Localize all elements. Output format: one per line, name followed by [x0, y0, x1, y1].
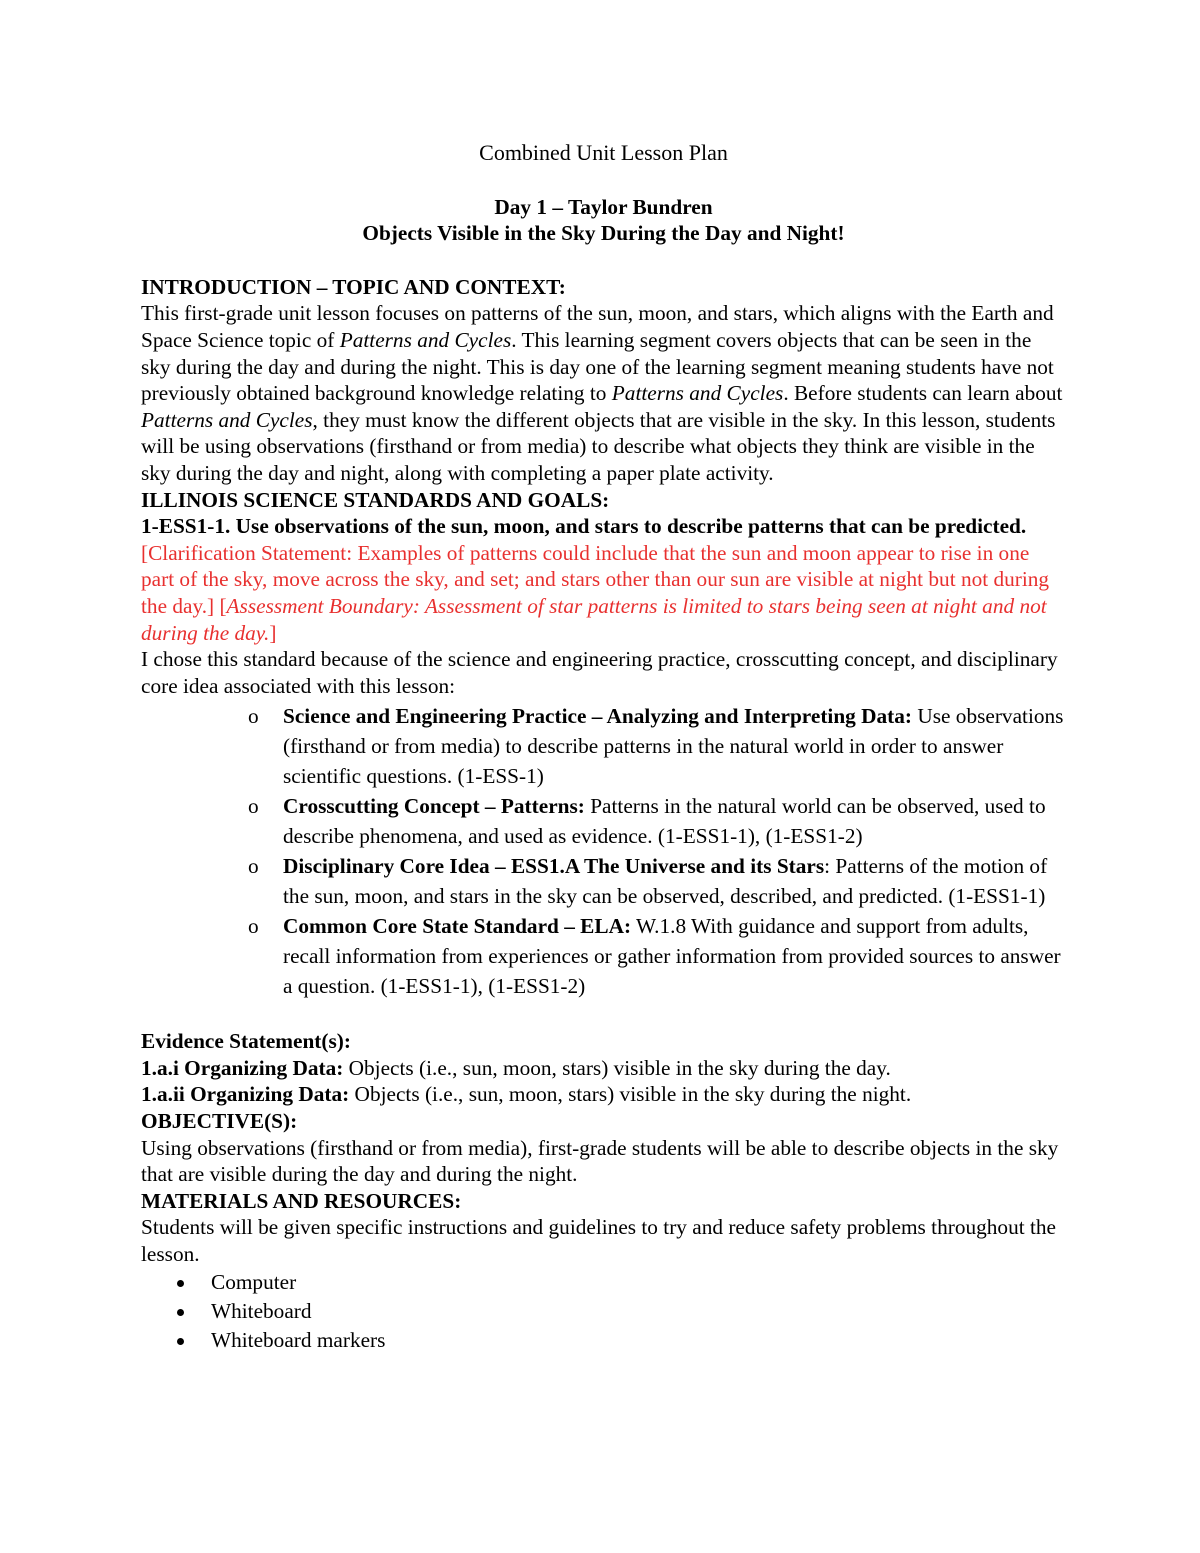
standard-statement: 1-ESS1-1. Use observations of the sun, moon, and stars to describe patterns that can be predicted.: [141, 514, 1027, 539]
materials-list: [141, 1268, 1066, 1355]
assessment-boundary: Assessment Boundary: Assessment of star patterns is limited to stars being seen at night and not during the day.: [141, 593, 1047, 645]
intro-text: . Before students can learn about: [783, 381, 1063, 406]
standard-paragraph: [141, 513, 1066, 646]
list-item-text: Computer: [211, 1269, 297, 1294]
evidence-text: Objects (i.e., sun, moon, stars) visible in the sky during the day.: [343, 1055, 891, 1080]
bullet-icon: [177, 1309, 184, 1316]
list-item: [141, 1268, 1066, 1297]
list-item: [141, 851, 1066, 911]
materials-text: Students will be given specific instructions and guidelines to try and reduce safety problems throughout the lesson.: [141, 1215, 1056, 1267]
list-item-text: Patterns in the natural world can be observed, used to describe phenomena, and used as evidence. (1-ESS1-1), (1-ESS1-2): [283, 794, 1046, 849]
list-marker: o: [248, 704, 259, 729]
objectives-heading: OBJECTIVE(S):: [141, 1109, 298, 1134]
intro-text: This first-grade unit lesson focuses on patterns of the sun, moon, and stars, which aligns with the Earth and Space Science topic of: [141, 301, 1054, 352]
intro-topic-italic: Patterns and Cycles: [141, 407, 313, 432]
intro-topic-italic: Patterns and Cycles: [339, 327, 512, 352]
standards-heading: ILLINOIS SCIENCE STANDARDS AND GOALS:: [141, 487, 610, 512]
document-page: [141, 140, 1066, 1355]
intro-text: , they must know the different objects that are visible in the sky. In this lesson, students will be using observations (firsthand or from media) to describe what objects they think are visible in the sky during the day and night, along with completing a paper plate activity.: [141, 407, 1056, 485]
list-item-label: Crosscutting Concept – Patterns:: [283, 794, 585, 819]
document-title: Combined Unit Lesson Plan: [479, 140, 728, 165]
list-marker: o: [248, 794, 259, 819]
list-item-text: W.1.8 With guidance and support from adults, recall information from experiences or gather information from provided sources to answer a question. (1-ESS1-1), (1-ESS1-2): [283, 914, 1061, 999]
standards-list: [141, 701, 1066, 1001]
objectives-text: Using observations (firsthand or from media), first-grade students will be able to describe objects in the sky that are visible during the day and during the night.: [141, 1135, 1059, 1187]
intro-heading: INTRODUCTION – TOPIC AND CONTEXT:: [141, 274, 566, 299]
day-line: Day 1 – Taylor Bundren: [494, 194, 713, 219]
list-item-label: Science and Engineering Practice – Analyzing and Interpreting Data:: [283, 704, 913, 729]
list-item: [141, 791, 1066, 851]
evidence-label: 1.a.i Organizing Data:: [141, 1055, 344, 1080]
list-item-text: Whiteboard markers: [211, 1327, 386, 1352]
list-item-label: Common Core State Standard – ELA:: [283, 914, 632, 939]
list-marker: o: [248, 914, 259, 939]
lesson-subtitle: Objects Visible in the Sky During the Day and Night!: [362, 221, 845, 246]
evidence-heading: Evidence Statement(s):: [141, 1029, 351, 1054]
list-marker: o: [248, 854, 259, 879]
assessment-close-bracket: ]: [269, 620, 277, 645]
intro-paragraph: [141, 300, 1066, 486]
list-item-text: : Patterns of the motion of the sun, moon, and stars in the sky can be observed, described, and predicted. (1-ESS1-1): [283, 854, 1048, 909]
evidence-item: [141, 1055, 1066, 1082]
bullet-icon: [177, 1338, 184, 1345]
list-item-text: Use observations (firsthand or from media) to describe patterns in the natural world in order to answer scientific questions. (1-ESS-1): [283, 704, 1064, 789]
evidence-text: Objects (i.e., sun, moon, stars) visible in the sky during the night.: [349, 1082, 912, 1107]
list-item-text: Whiteboard: [211, 1298, 312, 1323]
intro-topic-italic: Patterns and Cycles: [611, 381, 784, 406]
list-item-label: Disciplinary Core Idea – ESS1.A The Universe and its Stars: [283, 854, 825, 879]
materials-heading: MATERIALS AND RESOURCES:: [141, 1188, 462, 1213]
list-item: [141, 1326, 1066, 1355]
clarification-statement: [Clarification Statement: Examples of patterns could include that the sun and moon appear to rise in one part of the sky, move across the sky, and set; and stars other than our sun are visible at night but not during the day.] [: [141, 540, 1050, 618]
intro-text: . This learning segment covers objects that can be seen in the sky during the day and during the night. This is day one of the learning segment meaning students have not previously obtained background knowledge relating to: [141, 327, 1054, 406]
evidence-label: 1.a.ii Organizing Data:: [141, 1082, 350, 1107]
list-item: [141, 701, 1066, 791]
evidence-item: [141, 1081, 1066, 1108]
list-item: [141, 1297, 1066, 1326]
standard-rationale: I chose this standard because of the science and engineering practice, crosscutting concept, and disciplinary core idea associated with this lesson:: [141, 647, 1058, 698]
list-item: [141, 911, 1066, 1001]
bullet-icon: [177, 1280, 184, 1287]
